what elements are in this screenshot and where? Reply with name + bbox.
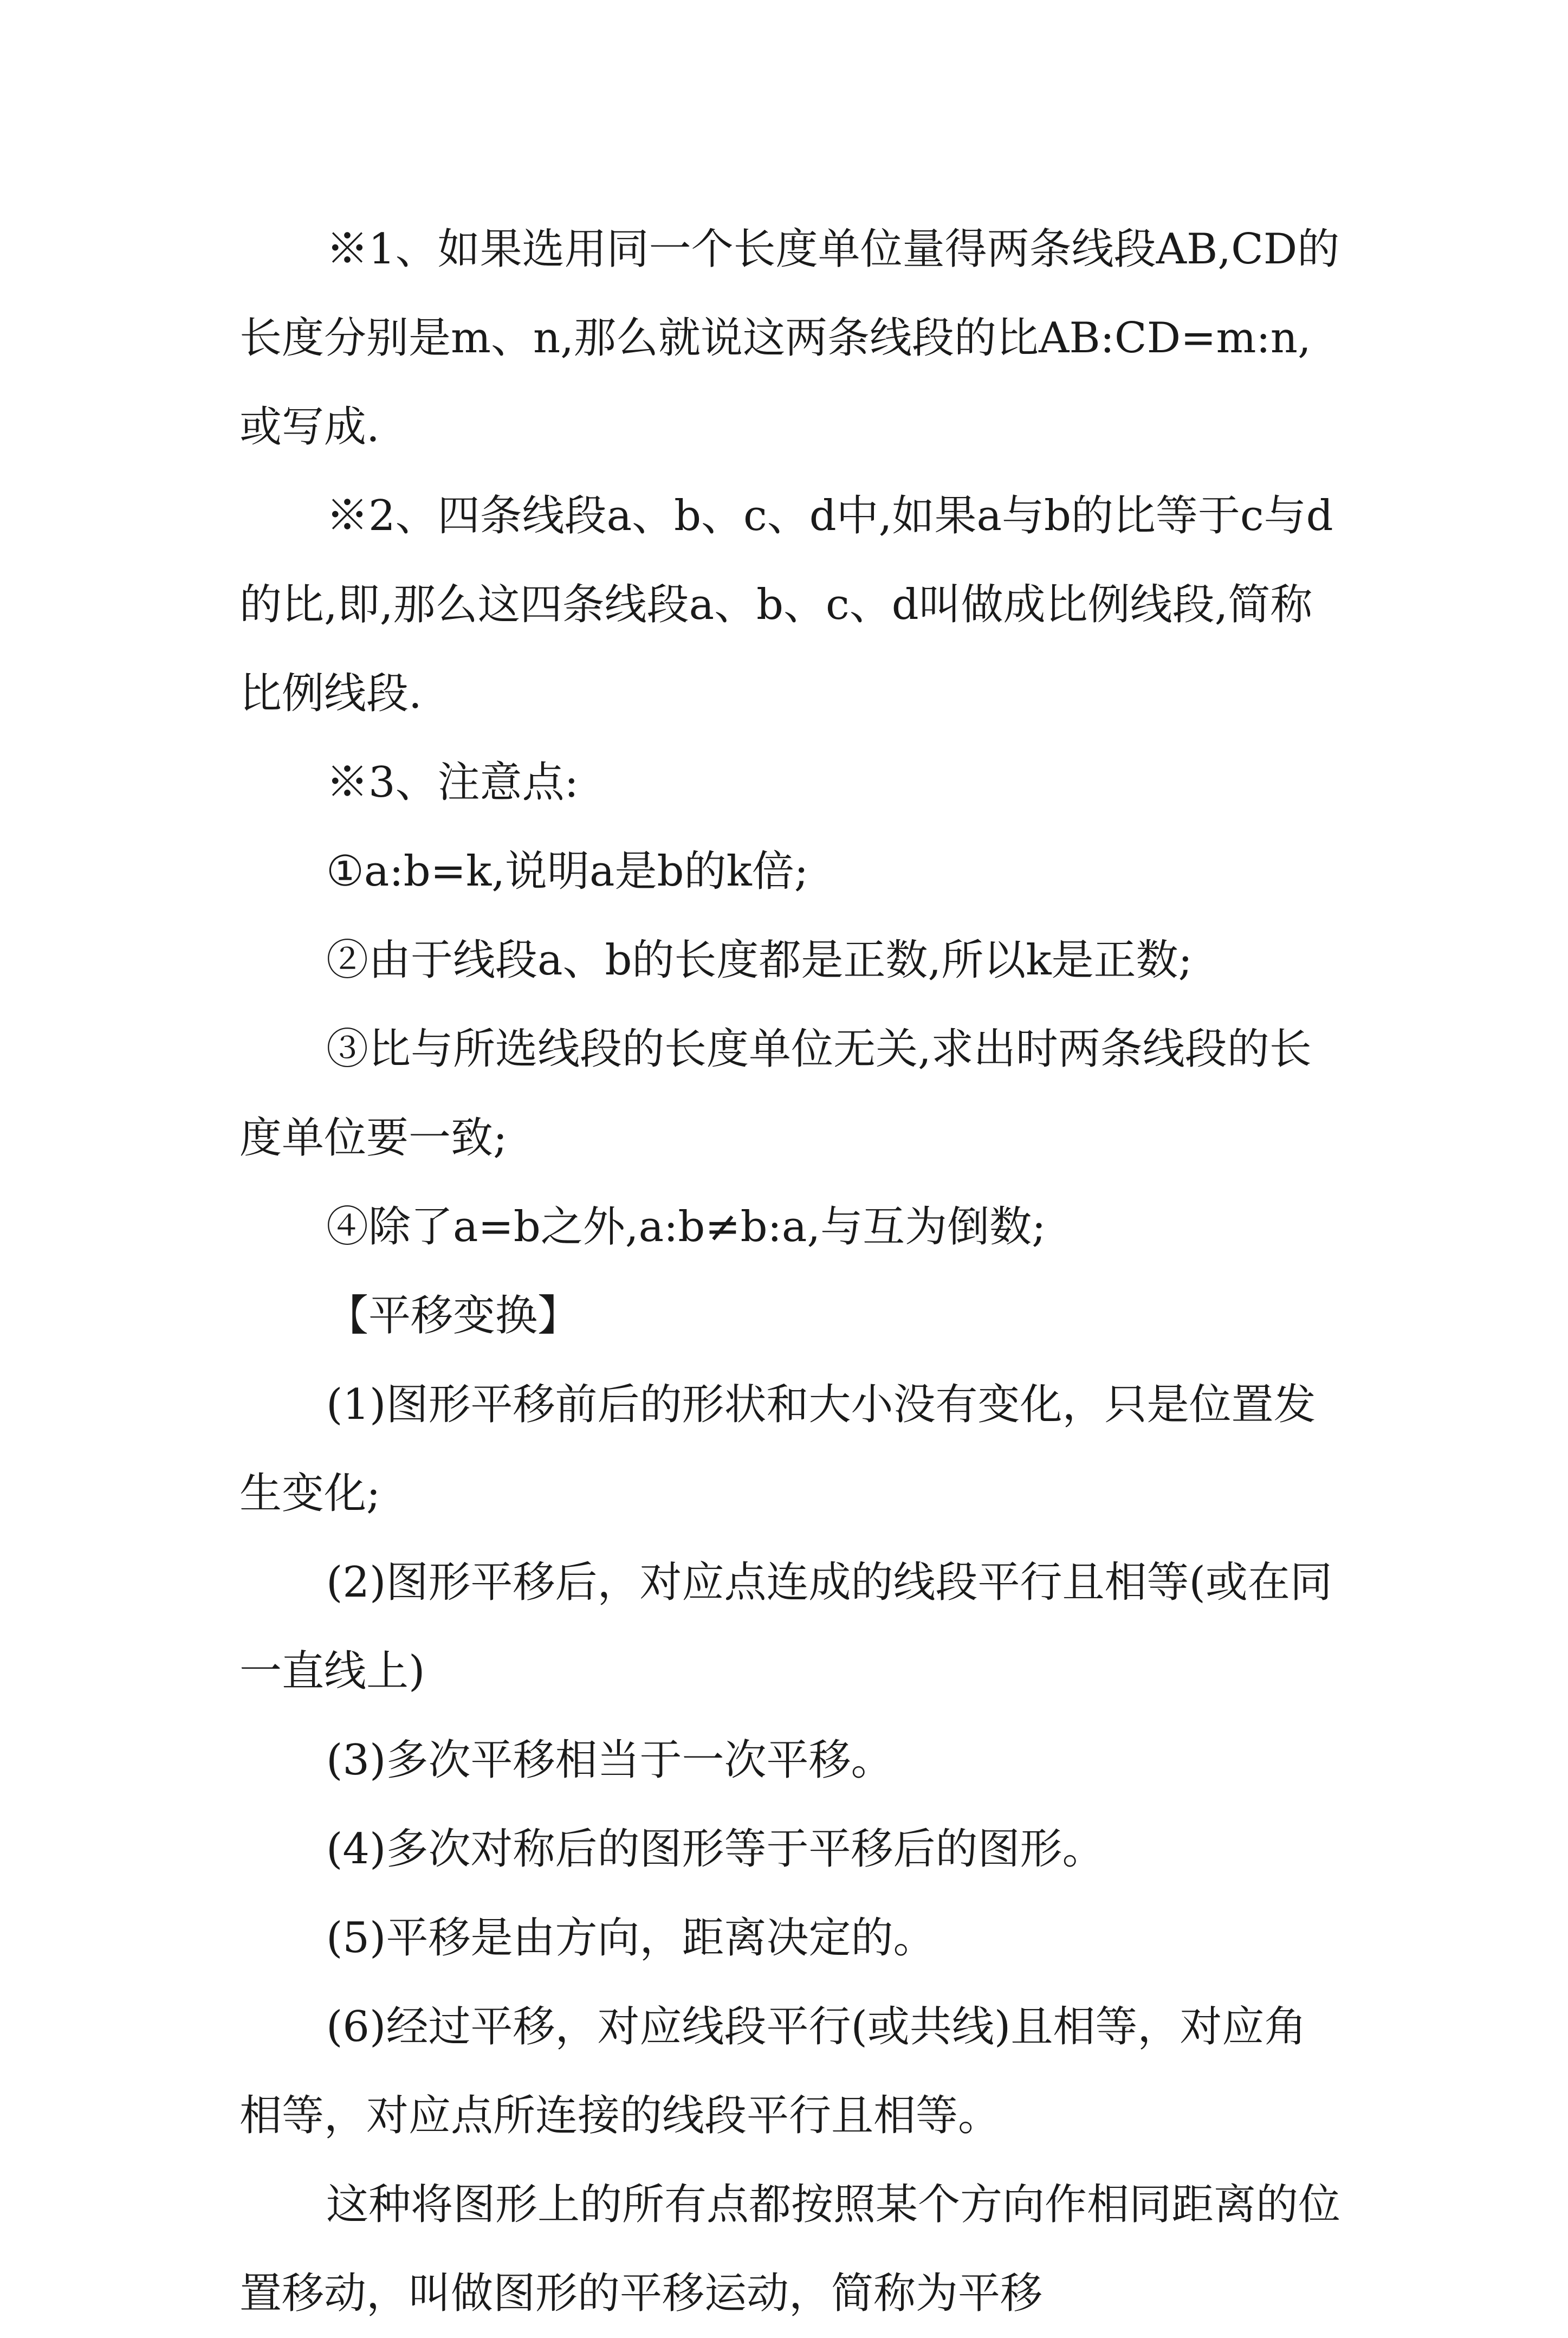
section-heading-translation: 【平移变换】	[326, 1291, 580, 1340]
paragraph-notes-title: ※3、注意点:	[326, 758, 579, 807]
translation-item-4: (4)多次对称后的图形等于平移后的图形。	[326, 1825, 1105, 1874]
translation-item-3: (3)多次平移相当于一次平移。	[326, 1736, 893, 1785]
document-body	[239, 205, 1345, 2338]
note-item-4: ④除了a=b之外,a:b≠b:a,与互为倒数;	[326, 1203, 1046, 1251]
translation-summary: 这种将图形上的所有点都按照某个方向作相同距离的位置移动，叫做图形的平移运动，简称为平移	[239, 2180, 1341, 2318]
note-item-1: ①a:b=k,说明a是b的k倍;	[326, 847, 809, 896]
translation-item-1: (1)图形平移前后的形状和大小没有变化，只是位置发生变化;	[239, 1380, 1316, 1518]
translation-item-6: (6)经过平移，对应线段平行(或共线)且相等，对应角相等，对应点所连接的线段平行且相等。	[239, 2003, 1307, 2140]
translation-item-5: (5)平移是由方向，距离决定的。	[326, 1914, 936, 1962]
note-item-2: ②由于线段a、b的长度都是正数,所以k是正数;	[326, 936, 1193, 985]
paragraph-ratio-definition: ※1、如果选用同一个长度单位量得两条线段AB,CD的长度分别是m、n,那么就说这两条线段的比AB:CD=m:n,或写成.	[239, 225, 1340, 451]
translation-item-2: (2)图形平移后，对应点连成的线段平行且相等(或在同一直线上)	[239, 1558, 1332, 1696]
note-item-3: ③比与所选线段的长度单位无关,求出时两条线段的长度单位要一致;	[239, 1025, 1312, 1162]
paragraph-proportional-segments: ※2、四条线段a、b、c、d中,如果a与b的比等于c与d的比,即,那么这四条线段a、b、c、d叫做成比例线段,简称比例线段.	[239, 492, 1333, 718]
